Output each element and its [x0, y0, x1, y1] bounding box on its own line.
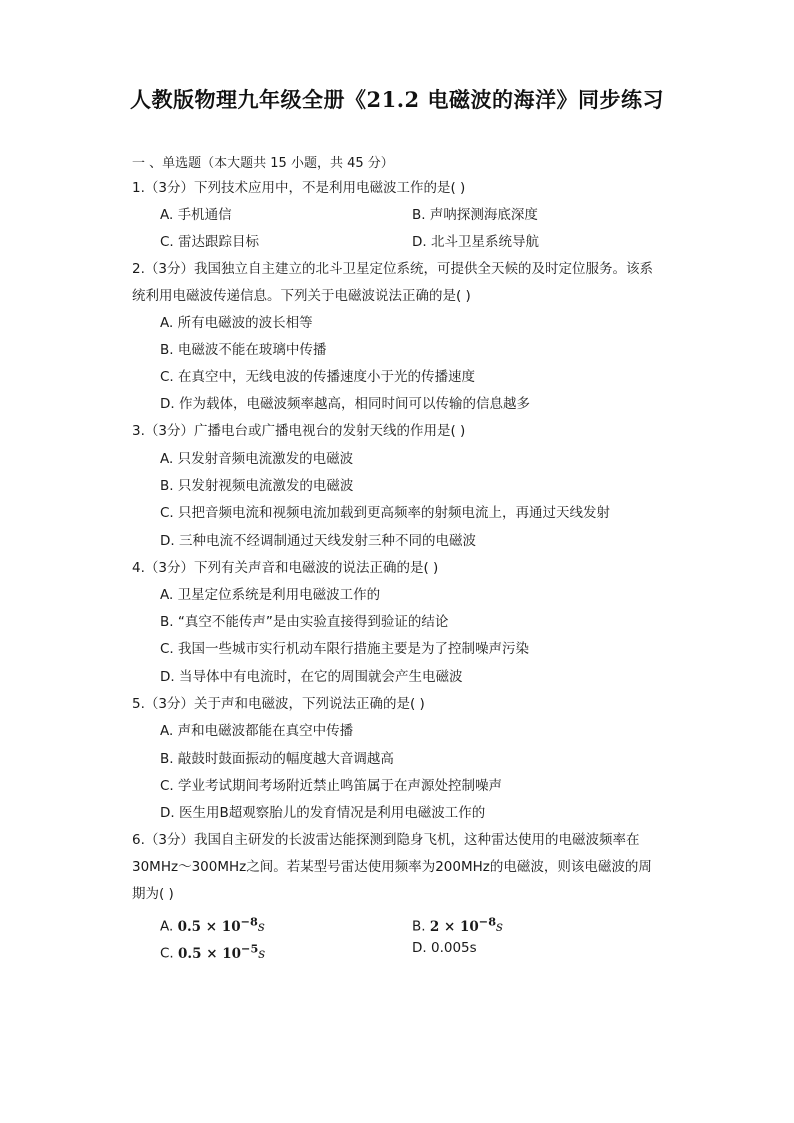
question-6-option-d[interactable] — [412, 935, 477, 962]
exponent: −8 — [240, 914, 258, 928]
unit: s — [496, 918, 503, 935]
question-2-option-b[interactable]: B. 电磁波不能在玻璃中传播 — [160, 342, 327, 358]
question-5-option-a[interactable]: A. 声和电磁波都能在真空中传播 — [160, 723, 354, 739]
question-1-option-a[interactable]: A. 手机通信 — [160, 207, 232, 223]
math-value: $2 \times 10^{-8}s$ — [429, 914, 503, 935]
option-label: D. — [412, 940, 427, 956]
option-label: B. — [412, 918, 426, 935]
question-4-option-d[interactable]: D. 当导体中有电流时，在它的周围就会产生电磁波 — [160, 669, 463, 685]
question-3-option-b[interactable]: B. 只发射视频电流激发的电磁波 — [160, 478, 354, 494]
question-4-option-c[interactable]: C. 我国一些城市实行机动车限行措施主要是为了控制噪声污染 — [160, 641, 530, 657]
question-2-option-c[interactable]: C. 在真空中，无线电波的传播速度小于光的传播速度 — [160, 369, 476, 385]
coefficient: 2 — [429, 918, 440, 935]
question-2-stem: 2.（3分）我国独立自主建立的北斗卫星定位系统，可提供全天候的及时定位服务。该系统利用电磁波传递信息。下列关于电磁波说法正确的是( ) — [132, 261, 653, 304]
section-heading: 一 、单选题（本大题共 15 小题，共 45 分） — [132, 156, 394, 171]
question-6-stem-line2: 30MHz～300MHz之间。若某型号雷达使用频率为200MHz的电磁波，则该电磁波的周 — [132, 859, 652, 875]
exponent: −5 — [241, 941, 259, 955]
page-title: 人教版物理九年级全册《21.2 电磁波的海洋》同步练习 — [130, 87, 664, 112]
question-1-option-b[interactable]: B. 声呐探测海底深度 — [412, 207, 538, 223]
question-1-option-d[interactable]: D. 北斗卫星系统导航 — [412, 234, 539, 250]
unit: s — [258, 945, 266, 962]
option-label: A. — [160, 918, 174, 935]
question-5-stem: 5.（3分）关于声和电磁波，下列说法正确的是( ) — [132, 696, 425, 712]
question-6-stem-line3: 期为( ) — [132, 886, 174, 902]
question-4-option-a[interactable]: A. 卫星定位系统是利用电磁波工作的 — [160, 587, 381, 603]
math-value: $0.5 \times 10^{-8}s$ — [177, 914, 265, 935]
question-2-option-d[interactable]: D. 作为载体，电磁波频率越高，相同时间可以传输的信息越多 — [160, 396, 530, 412]
question-1-option-c[interactable]: C. 雷达跟踪目标 — [160, 234, 260, 250]
question-5-option-b[interactable]: B. 敲鼓时鼓面振动的幅度越大音调越高 — [160, 751, 394, 767]
question-4-option-b[interactable]: B. “真空不能传声”是由实验直接得到验证的结论 — [160, 614, 449, 630]
question-4-stem: 4.（3分）下列有关声音和电磁波的说法正确的是( ) — [132, 560, 439, 576]
question-5-option-c[interactable]: C. 学业考试期间考场附近禁止鸣笛属于在声源处控制噪声 — [160, 778, 503, 794]
question-3-option-a[interactable]: A. 只发射音频电流激发的电磁波 — [160, 451, 354, 467]
question-3-option-d[interactable]: D. 三种电流不经调制通过天线发射三种不同的电磁波 — [160, 533, 476, 549]
question-3-option-c[interactable]: C. 只把音频电流和视频电流加载到更高频率的射频电流上，再通过天线发射 — [160, 505, 611, 521]
question-2-option-a[interactable]: A. 所有电磁波的波长相等 — [160, 315, 313, 331]
question-1-stem: 1.（3分）下列技术应用中，不是利用电磁波工作的是( ) — [132, 180, 466, 196]
exponent: −8 — [478, 914, 497, 928]
coefficient: 0.5 — [178, 945, 202, 962]
coefficient: 0.5 — [177, 918, 202, 935]
option-text: 0.005s — [430, 940, 477, 956]
question-3-stem: 3.（3分）广播电台或广播电视台的发射天线的作用是( ) — [132, 423, 466, 439]
option-label: C. — [160, 945, 174, 962]
question-6-stem-line1: 6.（3分）我国自主研发的长波雷达能探测到隐身飞机，这种雷达使用的电磁波频率在 — [132, 832, 640, 848]
question-6-option-c[interactable] — [160, 935, 265, 968]
unit: s — [257, 918, 265, 935]
question-5-option-d[interactable]: D. 医生用B超观察胎儿的发育情况是利用电磁波工作的 — [160, 805, 486, 821]
math-value: $0.5 \times 10^{-5}s$ — [178, 941, 266, 962]
